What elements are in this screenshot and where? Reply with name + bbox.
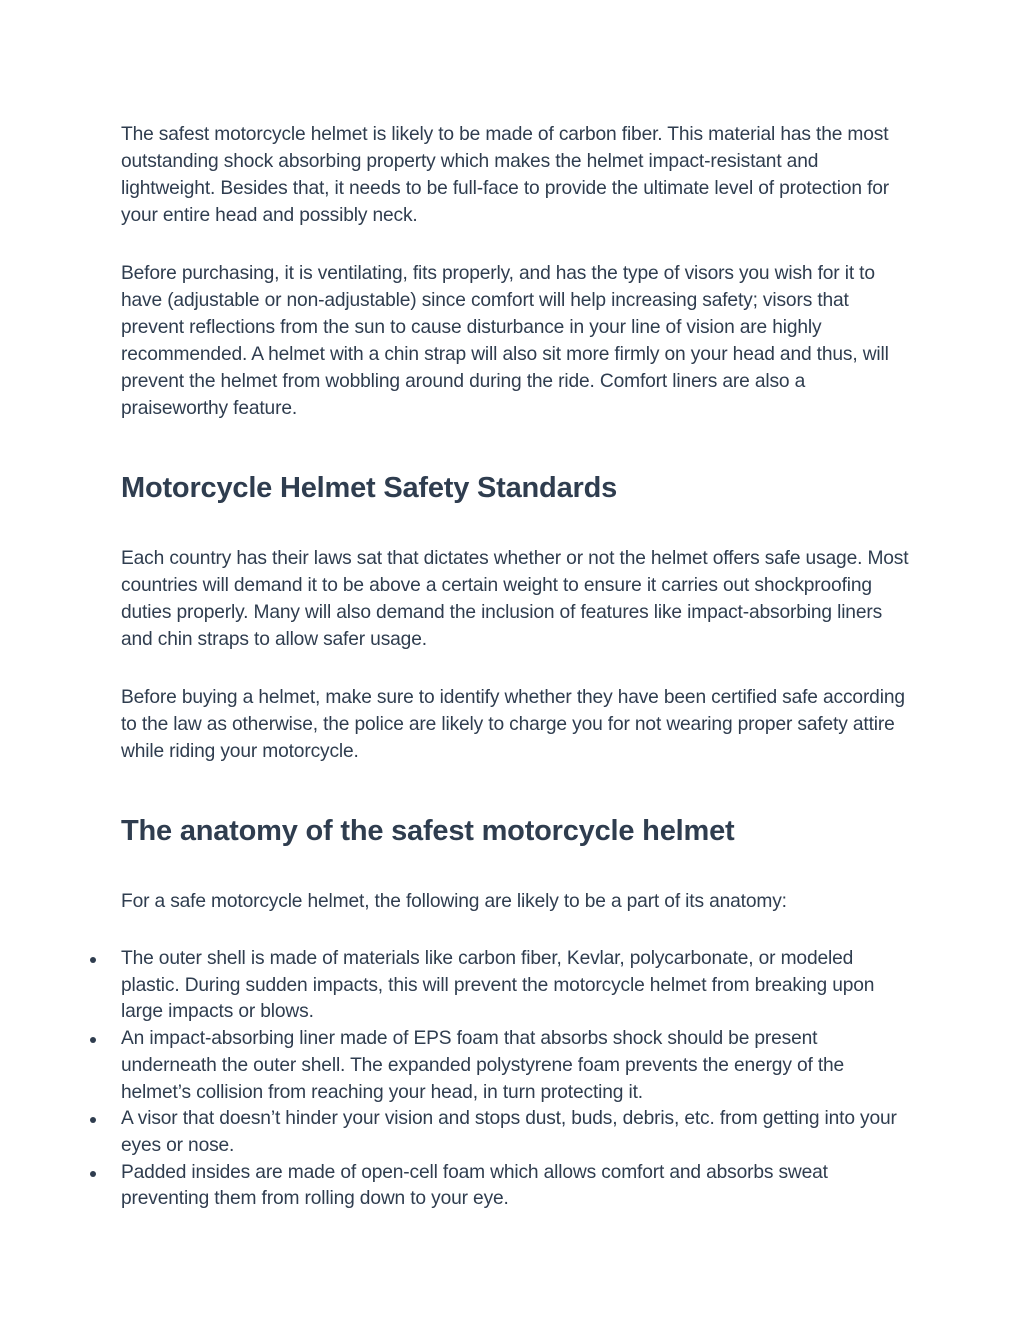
list-item-text: The outer shell is made of materials like carbon fiber, Kevlar, polycarbonate, or modeled plastic. During sudden impacts, this will prevent the motorcycle helmet from breaking upon large impacts or blows. <box>121 948 875 1023</box>
anatomy-bullet-list <box>121 946 911 1213</box>
intro-paragraph: The safest motorcycle helmet is likely to be made of carbon fiber. This material has the most outstanding shock absorbing property which makes the helmet impact-resistant and lightweight. Besides that, it needs to be full-face to provide the ultimate level of protection for your entire head and possibly neck. <box>121 124 890 226</box>
list-item <box>121 946 911 1026</box>
bullet-icon <box>90 1037 96 1043</box>
list-item-text: A visor that doesn’t hinder your vision and stops dust, buds, debris, etc. from getting into your eyes or nose. <box>121 1108 897 1156</box>
section-heading-safety-standards: Motorcycle Helmet Safety Standards <box>121 472 618 504</box>
list-item <box>121 1160 911 1213</box>
list-item-text: An impact-absorbing liner made of EPS foam that absorbs shock should be present underneath the outer shell. The expanded polystyrene foam prevents the energy of the helmet’s collision from reaching your head, in turn protecting it. <box>121 1028 845 1103</box>
anatomy-intro-paragraph: For a safe motorcycle helmet, the following are likely to be a part of its anatomy: <box>121 891 787 912</box>
certification-paragraph: Before buying a helmet, make sure to identify whether they have been certified safe according to the law as otherwise, the police are likely to charge you for not wearing proper safety attire while riding your motorcycle. <box>121 687 905 762</box>
bullet-icon <box>90 1117 96 1123</box>
bullet-icon <box>90 957 96 963</box>
section-heading-anatomy: The anatomy of the safest motorcycle helmet <box>121 815 735 847</box>
bullet-icon <box>90 1171 96 1177</box>
list-item <box>121 1106 911 1159</box>
list-item-text: Padded insides are made of open-cell foam which allows comfort and absorbs sweat preventing them from rolling down to your eye. <box>121 1161 828 1210</box>
purchasing-paragraph: Before purchasing, it is ventilating, fits properly, and has the type of visors you wish for it to have (adjustable or non-adjustable) since comfort will help increasing safety; visors that prevent reflections from the sun to cause disturbance in your line of vision are highly recommended. A helmet with a chin strap will also sit more firmly on your head and thus, will prevent the helmet from wobbling around during the ride. Comfort liners are also a praiseworthy feature. <box>121 263 889 419</box>
laws-paragraph: Each country has their laws sat that dictates whether or not the helmet offers safe usage. Most countries will demand it to be above a certain weight to ensure it carries out shockproofing duties properly. Many will also demand the inclusion of features like impact-absorbing liners and chin straps to allow safer usage. <box>121 548 909 650</box>
list-item <box>121 1026 911 1106</box>
document-content <box>121 121 911 1213</box>
